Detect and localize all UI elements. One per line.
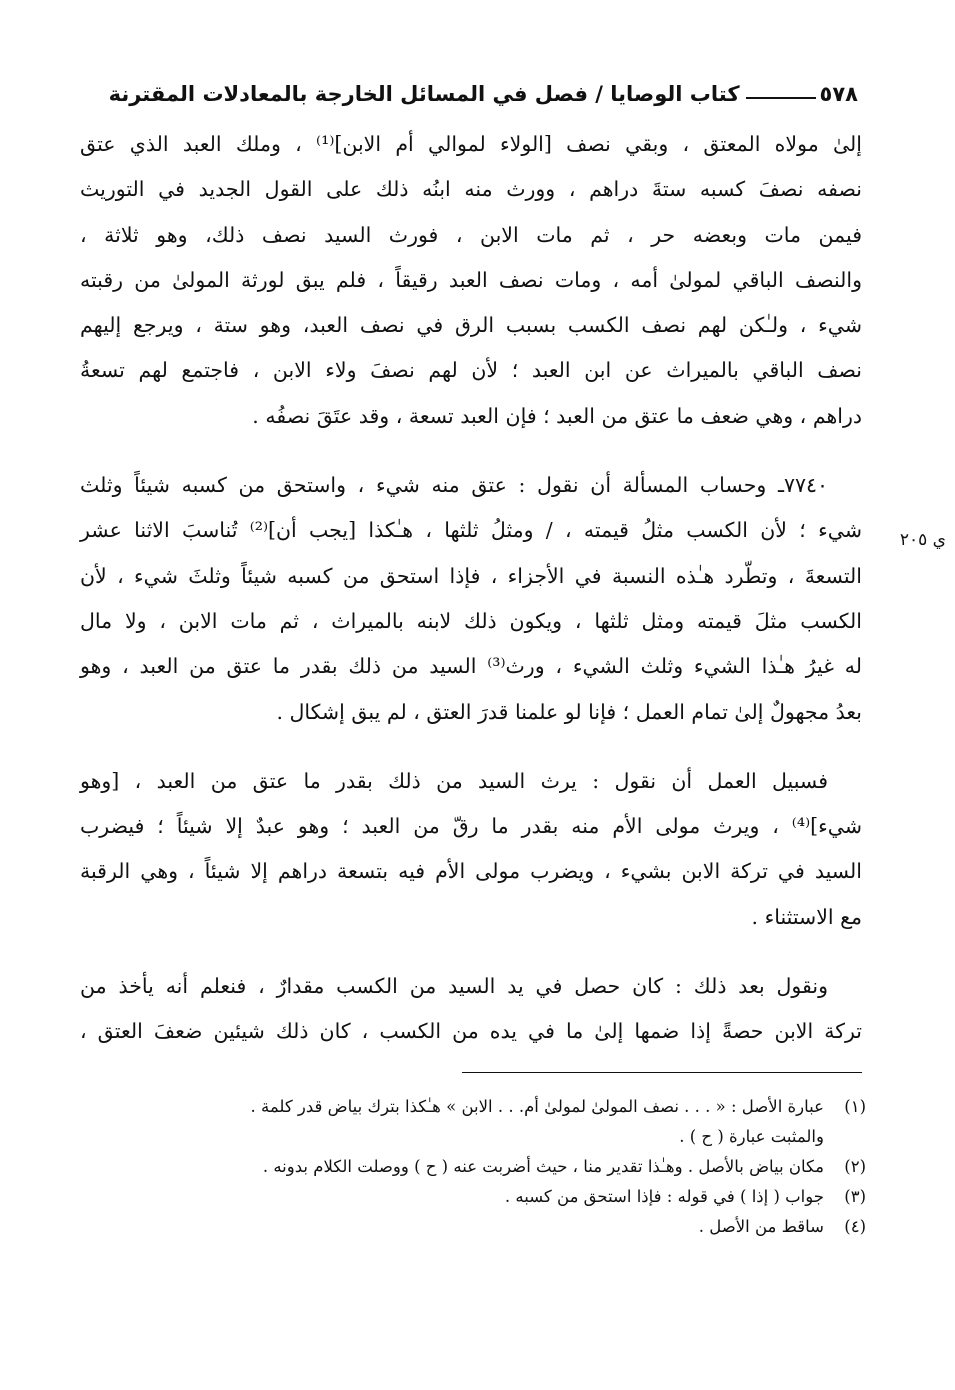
text-line: ٧٧٤٠ـ وحساب المسألة أن نقول : عتق منه شيء ، واستحق من كسبه شيئاً وثلث: [80, 473, 828, 498]
footnote: [96, 1182, 866, 1212]
running-header: [88, 74, 858, 114]
paragraph: [80, 463, 862, 735]
text-line: نصف الباقي بالميراث عن ابن العبد ؛ لأن لهم نصفَ ولاء الابن ، فاجتمع لهم تسعةُ: [80, 358, 862, 383]
text-line: إلىٰ مولاه المعتق ، وبقي نصف [الولاء لموالي أم الابن]⁽¹⁾ ، وملك العبد الذي عتق: [80, 132, 862, 156]
footnote: [96, 1212, 866, 1242]
footnote: [96, 1152, 866, 1182]
text-line: دراهم ، وهي ضعف ما عتق من العبد ؛ فإن العبد تسعة ، وقد عتَقَ نصفُه .: [252, 403, 862, 428]
text-line: مع الاستثناء .: [751, 904, 862, 929]
margin-manuscript-ref: ي ٢٠٥: [899, 530, 946, 550]
paragraph: [80, 122, 862, 439]
footnote-text: [96, 1212, 824, 1242]
footnote-line: عبارة الأصل : « . . . نصف المولىٰ لمولىٰ أم. . . الابن » هـٰكذا بترك بياض قدر كلمة .: [250, 1097, 824, 1116]
text-line: فيمن مات وبعضه حر ، ثم مات الابن ، فورث السيد نصف ذلك، وهو ثلاثة ،: [80, 222, 862, 247]
footnote-line: مكان بياض بالأصل . وهـٰذا تقدير منا ، حيث أضربت عنه ( ح ) ووصلت الكلام بدونه .: [262, 1157, 824, 1176]
text-line: والنصف الباقي لمولىٰ أمه ، ومات نصف العبد رقيقاً ، فلم يبق لورثة المولىٰ من رقبته: [80, 267, 862, 292]
footnote-number: (٣): [844, 1187, 866, 1206]
footnote-line: ساقط من الأصل .: [698, 1217, 824, 1236]
text-line: نصفه نصفَ كسبه ستةَ دراهم ، وورث منه ابنُه ذلك على القول الجديد في التوريث: [80, 177, 862, 202]
header-rule: [746, 97, 816, 99]
text-line: تركة الابن حصةً إذا ضمها إلىٰ ما في يده من الكسب ، كان ذلك شيئين ضعفَ العتق ،: [80, 1019, 862, 1044]
footnote-text: [96, 1152, 824, 1182]
text-line: فسبيل العمل أن نقول : يرث السيد من ذلك بقدر ما عتق من العبد ، [وهو: [80, 768, 829, 793]
footnote-text: [96, 1092, 824, 1152]
paragraph: [80, 759, 862, 940]
footnote-number: (٤): [844, 1217, 866, 1236]
text-line: شيء]⁽⁴⁾ ، ويرث مولى الأم منه بقدر ما رقّ من العبد ؛ وهو عبدٌ إلا شيئاً ؛ فيضرب: [80, 814, 862, 839]
text-line: شيء ، ولـٰكن لهم نصف الكسب بسبب الرق في نصف العبد، وهو ستة ، ويرجع إليهم: [80, 313, 862, 338]
footnote-number: (٢): [844, 1157, 866, 1176]
page-number: ٥٧٨: [819, 82, 858, 106]
text-line: ونقول بعد ذلك : كان حصل في يد السيد من الكسب مقدارٌ ، فنعلم أنه يأخذ من: [80, 974, 828, 999]
footnote-line: جواب ( إذا ) في قوله : فإذا استحق من كسبه .: [504, 1187, 824, 1206]
footnote-line: والمثبت عبارة ( ح ) .: [679, 1127, 824, 1146]
footnotes: [96, 1092, 866, 1242]
running-title: كتاب الوصايا / فصل في المسائل الخارجة بالمعادلات المقترنة: [108, 82, 740, 106]
text-line: السيد في تركة الابن بشيء ، ويضرب مولى الأم فيه بتسعة دراهم إلا شيئاً ، وهي الرقبة: [80, 859, 862, 884]
text-line: بعدُ مجهولٌ إلىٰ تمام العمل ؛ فإنا لو علمنا قدرَ العتق ، لم يبق إشكال .: [276, 699, 862, 724]
text-line: الكسب مثلَ قيمته ومثل ثلثها ، ويكون ذلك لابنه بالميراث ، ثم مات الابن ، ولا مال: [80, 608, 862, 633]
text-line: له غيرُ هـٰذا الشيء وثلث الشيء ، ورث⁽³⁾ السيد من ذلك بقدر ما عتق من العبد ، وهو: [80, 654, 862, 679]
main-text: [80, 122, 862, 1055]
footnote-separator: [462, 1072, 862, 1073]
text-line: التسعةَ ، وتطّرد هـٰذه النسبة في الأجزاء ، فإذا استحق من كسبه شيئاً وثلثَ شيء ، لأن: [80, 563, 862, 588]
text-line: شيء ؛ لأن الكسب مثلُ قيمته ، / ومثلُ ثلثها ، هـٰكذا [يجب أن]⁽²⁾ تُناسبَ الاثنا عشر: [80, 518, 862, 543]
footnote-text: [96, 1182, 824, 1212]
footnote-number: (١): [844, 1097, 866, 1116]
footnote: [96, 1092, 866, 1152]
paragraph: [80, 964, 862, 1055]
